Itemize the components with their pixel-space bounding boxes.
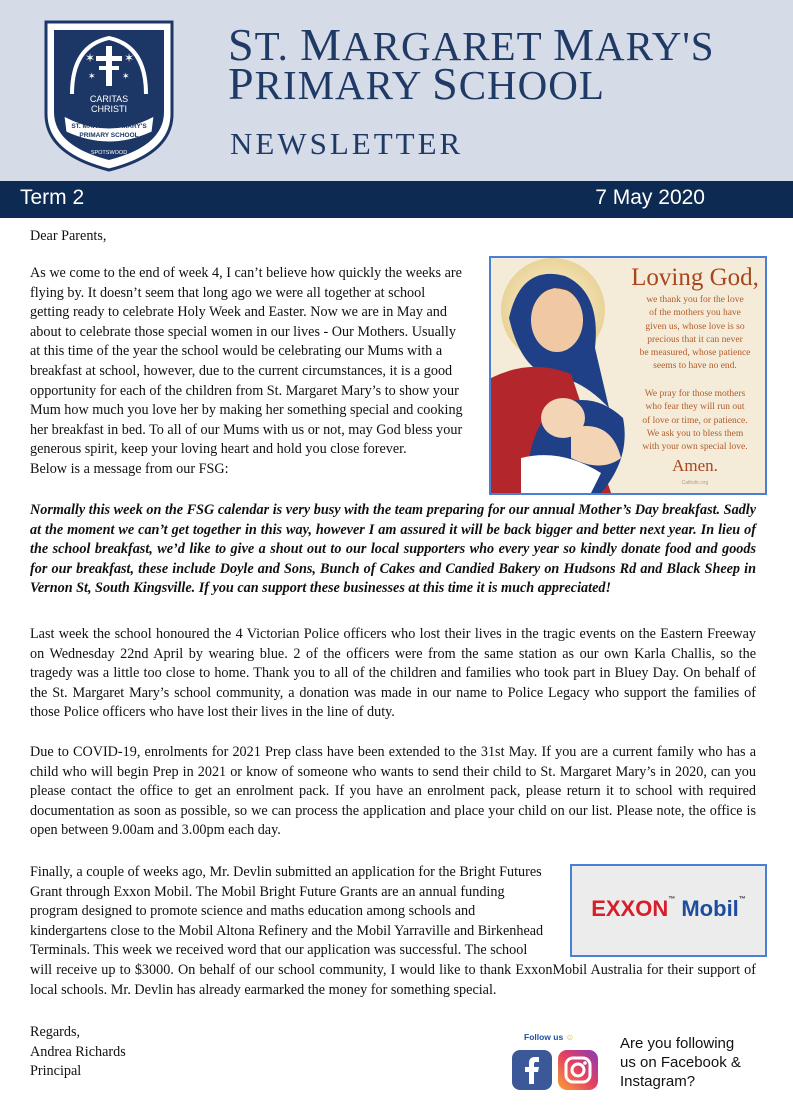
regards: Regards,	[30, 1024, 81, 1040]
text-line: getting ready to celebrate Holy Week and Easter. Now we are in May and	[30, 304, 447, 321]
term-date-bar	[0, 181, 793, 218]
text-line: kindergartens close to the Mobil Altona Refinery and the Mobil Yarraville and Birkenhead	[30, 922, 544, 939]
social-prompt-line: us on Facebook &	[620, 1054, 741, 1071]
grant-paragraph	[30, 863, 570, 961]
mothers-day-prayer-image	[489, 256, 767, 495]
exxon-word: EXXON	[591, 896, 669, 921]
crest-suburb: SPOTSWOOD	[90, 150, 128, 156]
facebook-icon[interactable]	[512, 1050, 552, 1090]
principal-name: Andrea Richards	[30, 1043, 126, 1060]
prayer-amen: Amen.	[672, 456, 718, 475]
social-prompt-line: Instagram?	[620, 1073, 696, 1090]
school-name-line-1: ST. MARGARET MARY'S	[228, 19, 715, 70]
text-line: program designed to promote science and maths education among schools and	[30, 903, 476, 920]
text-line: Finally, a couple of weeks ago, Mr. Devlin submitted an application for the Bright Futures	[30, 864, 542, 880]
text-line: Terminals. This week we received word that our application was successful. The school	[30, 942, 528, 959]
prayer-line: of the mothers you have	[649, 308, 741, 319]
masthead	[0, 0, 793, 181]
text-line: flying by. It doesn’t seem that long ago we were all together at school	[30, 284, 426, 301]
prayer-line: we thank you for the love	[646, 295, 744, 305]
exxonmobil-wordmark	[572, 896, 765, 922]
prayer-line: seems to have no end.	[653, 361, 737, 372]
issue-date: 7 May 2020	[595, 186, 705, 209]
enrolment-paragraph: Due to COVID-19, enrolments for 2021 Prep class have been extended to the 31st May. If you are a current family who has a child who will begin Prep in 2021 or know of someone who wants to send their child to St. Margaret Mary’s in 2020, can you please contact the office to get an enrolment pack. If you have an enrolment pack, please return it to school with required documentation as soon as possible, so we can process the application and place your child on our list. Please note, the office is open between 9.00am and 3.00pm each day.	[30, 744, 756, 839]
crest-motto-1: CARITAS	[89, 94, 129, 104]
prayer-line: with your own special love.	[642, 442, 748, 453]
smiley-icon: ☺	[565, 1032, 575, 1042]
prayer-line: We ask you to bless them	[646, 428, 744, 439]
svg-text:✶: ✶	[122, 71, 130, 81]
social-prompt-line: Are you following	[620, 1035, 735, 1052]
prayer-credit: Catholic.org	[681, 480, 709, 486]
prayer-line: who fear they will run out	[645, 402, 745, 413]
text-line: As we come to the end of week 4, I can’t believe how quickly the weeks are	[30, 265, 462, 281]
trademark-mark: ™	[738, 896, 746, 903]
svg-text:✶: ✶	[85, 51, 96, 65]
svg-text:✶: ✶	[124, 51, 135, 65]
newsletter-heading: NEWSLETTER	[230, 126, 464, 161]
text-line: breakfast at school, however, due to the current circumstances, it is a good	[30, 362, 453, 379]
prayer-verse-2	[627, 388, 763, 454]
text-line: generous spirit, keep your loving heart and hold you close forever.	[30, 441, 407, 458]
grant-paragraph-continued: will receive up to $3000. On behalf of our school community, I would like to thank ExxonMobil Australia for their support of local schools. Mr. Devlin has already earmarked the money for something special.	[30, 962, 756, 998]
prayer-line: of love or time, or patience.	[642, 415, 748, 426]
prayer-line: be measured, whose patience	[639, 348, 751, 359]
intro-paragraph	[30, 264, 485, 480]
salutation: Dear Parents,	[30, 228, 107, 244]
school-name-line-2: PRIMARY SCHOOL	[228, 58, 605, 109]
prayer-line: given us, whose love is so	[645, 321, 745, 332]
prayer-line: precious that it can never	[647, 334, 743, 345]
instagram-icon[interactable]	[558, 1050, 598, 1090]
police-paragraph: Last week the school honoured the 4 Victorian Police officers who lost their lives in the tragic events on the Eastern Freeway on Wednesday 22nd April by wearing blue. 2 of the officers were from the same station as our own Karla Challis, so the tragedy was a little too close to home. Thank you to all of the children and families who took part in Bluey Day. On behalf of the St. Margaret Mary’s school community, a donation was made in our name to Police Legacy who support the families of those Police officers who have lost their lives in the line of duty.	[30, 626, 756, 721]
crest-banner-2: PRIMARY SCHOOL	[79, 132, 139, 139]
mobil-word: Mobil	[681, 896, 739, 921]
prayer-title: Loving God,	[631, 264, 759, 291]
crest-motto-2: CHRISTI	[91, 104, 127, 114]
term-label: Term 2	[20, 186, 85, 209]
svg-text:✶: ✶	[88, 71, 96, 81]
fsg-message: Normally this week on the FSG calendar is very busy with the team preparing for our annual Mother’s Day breakfast. Sadly at the moment we can’t get together in this way, however I am assured it will be back bigger and better next year. In lieu of the school breakfast, we’d like to give a shout out to our local supporters who every year so kindly donate food and goods for our breakfast, these include Doyle and Sons, Bunch of Cakes and Candied Bakery on Hudsons Rd and Black Sheep in Vernon St, South Kingsville. If you can support these businesses at this time it is much appreciated!	[30, 502, 756, 597]
exxonmobil-logo	[570, 864, 767, 957]
crest-banner-1: ST. MARGARET MARY'S	[71, 123, 147, 130]
trademark-mark: ™	[668, 896, 676, 903]
sign-off	[30, 1023, 126, 1082]
school-name	[228, 19, 715, 109]
text-line: Below is a message from our FSG:	[30, 460, 229, 477]
text-line: at this time of the year the school would be celebrating our Mums with a	[30, 343, 443, 360]
text-line: about to celebrate those special women in our lives - Our Mothers. Usually	[30, 323, 456, 340]
school-crest-icon	[40, 14, 178, 174]
text-line: Grant through Exxon Mobil. The Mobil Bright Future Grants are an annual funding	[30, 883, 505, 900]
social-prompt	[620, 1034, 770, 1091]
social-links	[510, 1032, 602, 1094]
text-line: her breakfast in bed. To all of our Mums with us or not, may God bless your	[30, 421, 463, 438]
principal-title: Principal	[30, 1063, 82, 1080]
text-line: Mum how much you love her by making her something special and cooking	[30, 402, 463, 419]
follow-us-label: Follow us ☺	[524, 1032, 575, 1042]
prayer-line: We pray for those mothers	[644, 389, 746, 399]
text-line: opportunity for each of the children from St. Margaret Mary’s to show your	[30, 382, 459, 399]
prayer-verse-1	[627, 294, 763, 374]
